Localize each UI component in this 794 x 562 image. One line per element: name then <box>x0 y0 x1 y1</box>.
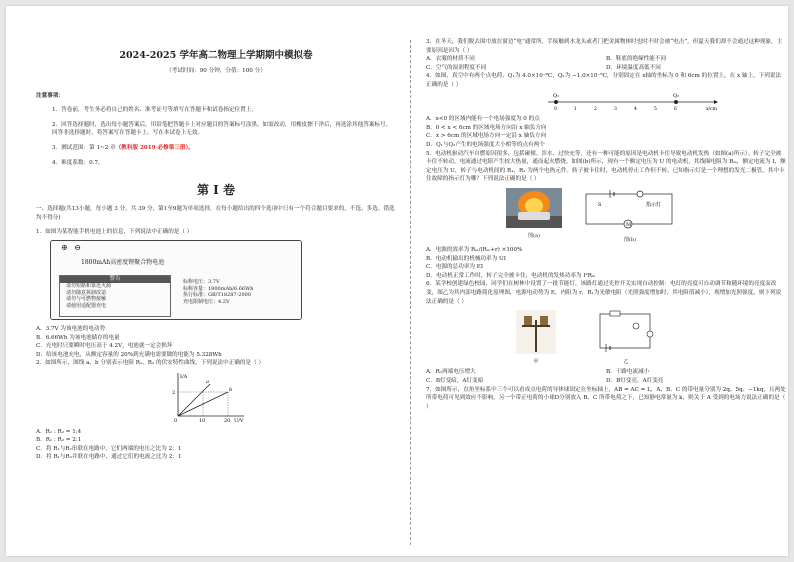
tick-label: 5 <box>654 106 657 112</box>
battery-warning-box <box>59 275 171 317</box>
volume-title: 第 I 卷 <box>197 183 235 198</box>
figure-b <box>580 188 680 244</box>
figure-jia-caption: 甲 <box>533 358 539 365</box>
indicator-label: 指示灯 <box>646 201 662 208</box>
spec-line: 执行标准：GB/T18287-2000 <box>183 292 252 299</box>
figure-a <box>506 188 562 244</box>
spec-line: 标称电压：3.7V <box>183 278 220 285</box>
lamp-b-icon <box>647 331 653 337</box>
tick-label: 2 <box>594 106 597 112</box>
iv-graph <box>166 370 246 422</box>
battery-specs <box>183 279 253 305</box>
line-a-label: a <box>206 378 209 385</box>
q3-option-d: D．环境温度高低不同 <box>606 64 661 71</box>
question-2 <box>36 359 396 462</box>
q4-option-b: B．0 < x < 6cm 的区域电场方向沿 x 轴负方向 <box>426 124 547 131</box>
figure-jia <box>516 310 556 366</box>
spec-line: 充电限制电压：4.2V <box>183 298 230 305</box>
question-3 <box>426 38 786 72</box>
question-4 <box>426 72 786 149</box>
right-column <box>426 38 786 411</box>
q3-option-a: A．衣服的材质不同 <box>426 56 475 63</box>
q1-option-c: C．充电时只要瞬时电压高于 4.2V，电池就一定会损坏 <box>36 343 173 350</box>
x-tick-label: 10 <box>199 417 206 422</box>
notice-item-1: 1．答卷前，考生务必将自己的姓名、准考证号等填写在答题卡和试卷指定位置上。 <box>52 107 257 114</box>
spec-line: 标称容量：1800mAh/6.66Wh <box>183 285 254 292</box>
street-lamp-photo <box>516 310 556 354</box>
notice-item-2: 2．回答选择题时，选出每小题答案后，用铅笔把答题卡上对应题目的答案标号涂黑。如需改动，用橡皮擦干净后，再选涂其他答案标号。回答非选择题时，将答案写在答题卡上。写在本试卷上无效。 <box>52 121 392 137</box>
axis-arrow <box>714 100 718 104</box>
q5-option-b: B．电动机输出的机械功率为 UI <box>426 255 506 262</box>
q3-option-b: B．鞋底的绝缘性能不同 <box>606 56 667 63</box>
charge-axis-figure <box>546 90 746 112</box>
question-1 <box>36 228 396 359</box>
x-tick-label: 20 <box>224 417 231 422</box>
exam-page <box>6 6 788 556</box>
left-column <box>36 36 396 462</box>
q6-option-c: C．B灯变暗，A灯变暗 <box>426 378 484 385</box>
q4-option-a: A．x<0 的区域内能有一个电场强度为 0 的点 <box>426 116 540 123</box>
axis-unit: x/cm <box>706 106 717 112</box>
y-axis-label: I/A <box>180 373 188 380</box>
burning-car-photo <box>506 188 562 228</box>
q3-option-c: C．空气的湿润程度不同 <box>426 64 487 71</box>
q6-option-b: B．干路电流减小 <box>606 369 650 376</box>
section-heading: 一、选择题(共13小题，每小题 3 分，共 39 分，第1至9题为单项选择，在每小题给出的四个选项中只有一个符合题目要求的，不选、多选、错选均不得分) <box>36 206 395 221</box>
battery-label-figure <box>50 240 302 320</box>
q5-option-a: A．电源的效率为 Rₘ/(Rₘ+r) ×100% <box>426 247 523 254</box>
figure-a-caption: 图(a) <box>528 232 540 239</box>
q1-label: Q₁ <box>553 92 560 99</box>
question-6 <box>426 280 786 385</box>
lamp-a-icon <box>633 323 639 329</box>
warning-line: 请勿随意拆卸改造 <box>66 289 107 296</box>
q6-stem: 6．某学校创建绿色校园，同学们在树林中设置了一批节能灯，该路灯通过光控开关实现自动控制：电灯的亮度可自动调节和随环境的亮度而改变，图乙为其内部电路简化原理图，电源电动势为 E，内阻为 r，R₁为光敏电阻（光照强度增加时，其电阻值减小），现增加光照强度，则下列说法正确的是（ ） <box>426 281 782 305</box>
motor-label: M <box>626 221 632 228</box>
charge-q2 <box>674 100 678 104</box>
x-axis-label: U/V <box>234 417 244 422</box>
q1-stem: 1．如图为某智能手机电池上的信息，下列说法中正确的是（ ） <box>36 229 193 236</box>
warning-heading: 警告 <box>60 276 170 283</box>
line-b-label: b <box>229 386 233 393</box>
q2-stem: 2．如图所示，图线 a、b 分别表示电阻 R₁、R₂ 的伏安特性曲线，下列说法中正确的是（ ） <box>36 360 265 367</box>
charge-q1 <box>554 100 558 104</box>
warning-line: 请勿短路和靠近火源 <box>66 282 112 289</box>
motor-circuit-diagram <box>580 188 680 232</box>
figure-yi-caption: 乙 <box>623 358 629 365</box>
warning-line: 请使用适配器充电 <box>66 302 107 309</box>
q5-figures <box>506 188 786 244</box>
tick-label: 6 <box>674 106 677 112</box>
q1-option-a: A．3.7V 为该电池的电动势 <box>36 325 106 332</box>
q2-option-b: B．R₁ : R₂ = 2:1 <box>36 437 82 444</box>
q6-option-d: D．B灯变亮，A灯变亮 <box>606 378 664 385</box>
battery-polarity-symbols: ⊕ ⊖ <box>61 242 83 252</box>
test-scope-book: （教科版 2019 必修第三册）。 <box>115 144 194 151</box>
q5-option-d: D．电动机正常工作时，转子完全被卡住，电动机的发热功率为 I²Rₘ <box>426 272 596 279</box>
q4-option-d: D．Q₁与Q₂产生的电场强度大小相等的点有两个 <box>426 141 545 148</box>
q6-option-a: A．R₁两端电压增大 <box>426 369 476 376</box>
tick-label: 1 <box>574 106 577 112</box>
question-7: 7．如图所示，直角坐标系中三个可以看成点电荷的导体球固定在坐标轴上，AB = AC = L，A、B、C 的带电量分别为 2q、5q、−1kq，且两处所带电荷可见到效应不影响，另一个带正电荷的小球D分别放入 B、C 所带电荷之下，已知静电常量为 k，则关于 A 受到的电场力说法正确的是（ ） <box>426 386 786 410</box>
indicator-lamp-icon <box>637 191 643 197</box>
q6-options-row <box>426 368 786 377</box>
battery-name: 1800mAh高密度锂聚合物电池 <box>81 258 165 266</box>
figure-b-caption: 图(b) <box>623 236 637 243</box>
switch-label: S <box>598 201 602 208</box>
warning-line: 请勿与可燃物接触 <box>66 296 107 303</box>
figure-yi <box>596 310 656 366</box>
q6-options-row <box>426 377 786 386</box>
light-control-circuit <box>596 310 656 354</box>
q2-option-c: C．将 R₁与R₂串联在电路中，它们两端的电压之比为 2：1 <box>36 445 182 452</box>
q3-stem: 3．在冬天，我们脱去围巾放在窗边“电”通常所，手接触到水龙头或者门把金属物体时也时不时会被“电击”，但夏天我们却不会通过这种现象，主要原因是因为（ ） <box>426 39 783 54</box>
q2-option-d: D．将 R₁与R₂并联在电路中，通过它们的电流之比为 2：1 <box>36 454 182 461</box>
q5-stem: 5．电动机驱动汽车自燃原因很多，包括碰撞、涉水、过快充等，还有一种可能的原因是电动机卡住导致电动机发热（如图(a)所示）。转子完全被卡住不转动，电流通过电阻产生较大热量，通而起火燃烧。如图(b)所示，现有一个额定电压为 U 的电动机，其线圈电阻为 Rₘ，额定电流为 I，额定电压为 U，转子与电动机间的 R₁、R₂ 为两个电热元件。转子被卡住时，电动机停止工作但不转，已知指示灯是一个理想的发光二极管，其中卡住故障的指示灯为哪？下列说法正确的是（ ） <box>426 150 786 183</box>
question-5 <box>426 150 786 281</box>
test-scope: 3．测试范围：第 1~2 章 <box>52 144 116 151</box>
tick-label: 3 <box>614 106 617 112</box>
column-divider <box>410 40 411 545</box>
exam-title: 2024-2025 学年高二物理上学期期中模拟卷 <box>119 50 313 61</box>
notice-item-3 <box>36 144 396 153</box>
notice-item-4: 4．难度系数：0.7。 <box>52 159 104 166</box>
q3-options-row <box>426 55 786 64</box>
tick-label: 0 <box>554 106 557 112</box>
x-tick-label: 0 <box>174 417 178 422</box>
q1-option-b: B．6.66Wh 为该电池储存的电量 <box>36 334 120 341</box>
exam-info: （考试时间：90 分钟，分值：100 分） <box>166 68 266 74</box>
q4-option-c: C．x > 6cm 的区域电场方向一定沿 x 轴负方向 <box>426 133 547 140</box>
q3-options-row <box>426 64 786 73</box>
q5-option-c: C．电源的总功率为 EI <box>426 264 484 271</box>
line-a <box>178 384 210 416</box>
q1-option-d: D．给该电池充电，从额定容量的 20%到充满电需要做的电能为 5.328Wh <box>36 351 222 358</box>
q2-label: Q₂ <box>673 92 680 99</box>
q2-option-a: A．R₁ : R₂ = 1:4 <box>36 428 82 435</box>
tick-label: 4 <box>634 106 637 112</box>
y-tick-label: 2 <box>172 389 176 396</box>
q4-stem: 4．如图，真空中有两个点电荷，Q₁为 4.0×10⁻⁸C，Q₂为 −1.0×10⁻⁸C，分别固定在 x轴的坐标为 0 和 6cm 的位置上，在 x 轴上，下列说法正确的是（ ） <box>426 73 782 88</box>
q6-figures <box>516 310 786 366</box>
notice-heading: 注意事项： <box>36 92 64 99</box>
